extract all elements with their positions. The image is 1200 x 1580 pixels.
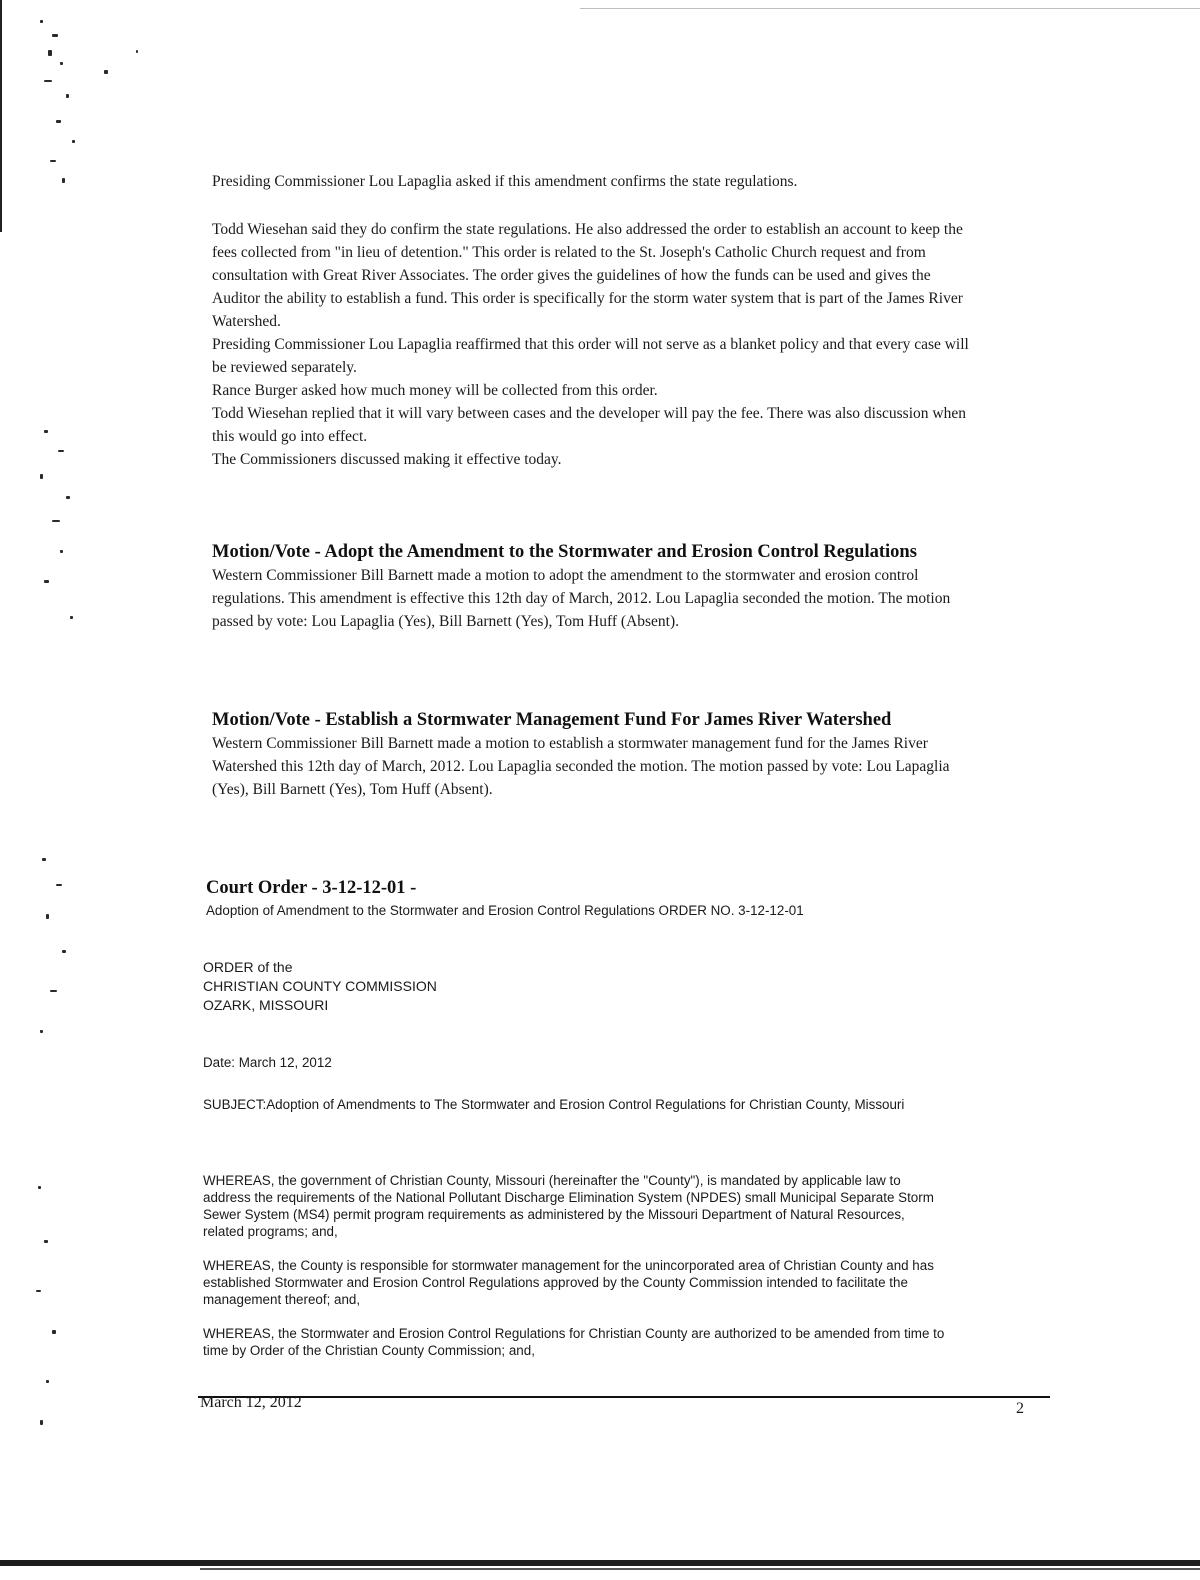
scan-bottom-line bbox=[200, 1568, 1200, 1570]
whereas-section bbox=[203, 1172, 948, 1359]
court-order-section bbox=[206, 876, 966, 919]
order-header-block bbox=[203, 958, 963, 1015]
motion-body: Western Commissioner Bill Barnett made a motion to establish a stormwater management fund for the James River Watershed this 12th day of March, 2012. Lou Lapaglia seconded the motion. The motion passed by vote: Lou Lapaglia (Yes), Bill Barnett (Yes), Tom Huff (Absent). bbox=[212, 735, 950, 798]
discussion-paragraph: Todd Wiesehan replied that it will vary between cases and the developer will pay the fee. There was also discussion when this would go into effect. bbox=[212, 405, 966, 445]
court-order-heading: Court Order - 3-12-12-01 - bbox=[206, 878, 417, 898]
discussion-paragraph: The Commissioners discussed making it effective today. bbox=[212, 451, 562, 468]
motion-heading: Motion/Vote - Establish a Stormwater Management Fund For James River Watershed bbox=[212, 710, 892, 730]
whereas-clause: WHEREAS, the County is responsible for stormwater management for the unincorporated area of Christian County and has established Stormwater and Erosion Control Regulations approved by the County Commission intended to facilitate the management thereof; and, bbox=[203, 1258, 934, 1307]
footer-rule bbox=[198, 1396, 1050, 1398]
whereas-clause: WHEREAS, the Stormwater and Erosion Control Regulations for Christian County are authorized to be amended from time to time by Order of the Christian County Commission; and, bbox=[203, 1326, 945, 1358]
court-order-subtitle: Adoption of Amendment to the Stormwater and Erosion Control Regulations ORDER NO. 3-12-12-01 bbox=[206, 903, 804, 918]
discussion-paragraph: Todd Wiesehan said they do confirm the state regulations. He also addressed the order to establish an account to keep the fees collected from "in lieu of detention." This order is related to the St. Joseph's Catholic Church request and from consultation with Great River Associates. The order gives the guidelines of how the funds can be used and gives the Auditor the ability to establish a fund. This order is specifically for the storm water system that is part of the James River Watershed. bbox=[212, 221, 963, 330]
scan-speckle-top bbox=[0, 10, 120, 210]
order-line: ORDER of the bbox=[203, 959, 293, 975]
order-subject bbox=[203, 1096, 933, 1113]
intro-paragraph bbox=[212, 170, 972, 193]
scan-speckle-mid bbox=[0, 420, 120, 640]
scan-top-line bbox=[580, 8, 1200, 9]
footer-date: March 12, 2012 bbox=[200, 1394, 302, 1411]
discussion-section bbox=[212, 218, 972, 471]
intro-text: Presiding Commissioner Lou Lapaglia asked if this amendment confirms the state regulations. bbox=[212, 173, 798, 190]
scan-speckle-bottom bbox=[0, 1180, 120, 1460]
order-date bbox=[203, 1054, 963, 1071]
order-line: CHRISTIAN COUNTY COMMISSION bbox=[203, 978, 437, 994]
discussion-paragraph: Rance Burger asked how much money will be collected from this order. bbox=[212, 382, 658, 399]
whereas-clause: WHEREAS, the government of Christian County, Missouri (hereinafter the "County"), is mandated by applicable law to address the requirements of the National Pollutant Discharge Elimination System (NPDES) small Municipal Separate Storm Sewer System (MS4) permit program requirements as administered by the Missouri Department of Natural Resources, related programs; and, bbox=[203, 1173, 934, 1239]
scan-bottom-band bbox=[0, 1560, 1200, 1566]
order-date-text: Date: March 12, 2012 bbox=[203, 1055, 332, 1070]
discussion-paragraph: Presiding Commissioner Lou Lapaglia reaffirmed that this order will not serve as a blanket policy and that every case will be reviewed separately. bbox=[212, 336, 969, 376]
scan-speckle-lower bbox=[0, 850, 120, 1050]
page-number: 2 bbox=[1016, 1400, 1024, 1417]
motion-section-2 bbox=[212, 708, 950, 801]
motion-heading: Motion/Vote - Adopt the Amendment to the Stormwater and Erosion Control Regulations bbox=[212, 542, 917, 562]
motion-section-1 bbox=[212, 540, 951, 633]
motion-body: Western Commissioner Bill Barnett made a motion to adopt the amendment to the stormwater and erosion control regulations. This amendment is effective this 12th day of March, 2012. Lou Lapaglia seconded the motion. The motion passed by vote: Lou Lapaglia (Yes), Bill Barnett (Yes), Tom Huff (Absent). bbox=[212, 567, 951, 630]
order-line: OZARK, MISSOURI bbox=[203, 997, 329, 1013]
order-subject-text: SUBJECT:Adoption of Amendments to The Stormwater and Erosion Control Regulations for Christian County, Missouri bbox=[203, 1097, 905, 1112]
